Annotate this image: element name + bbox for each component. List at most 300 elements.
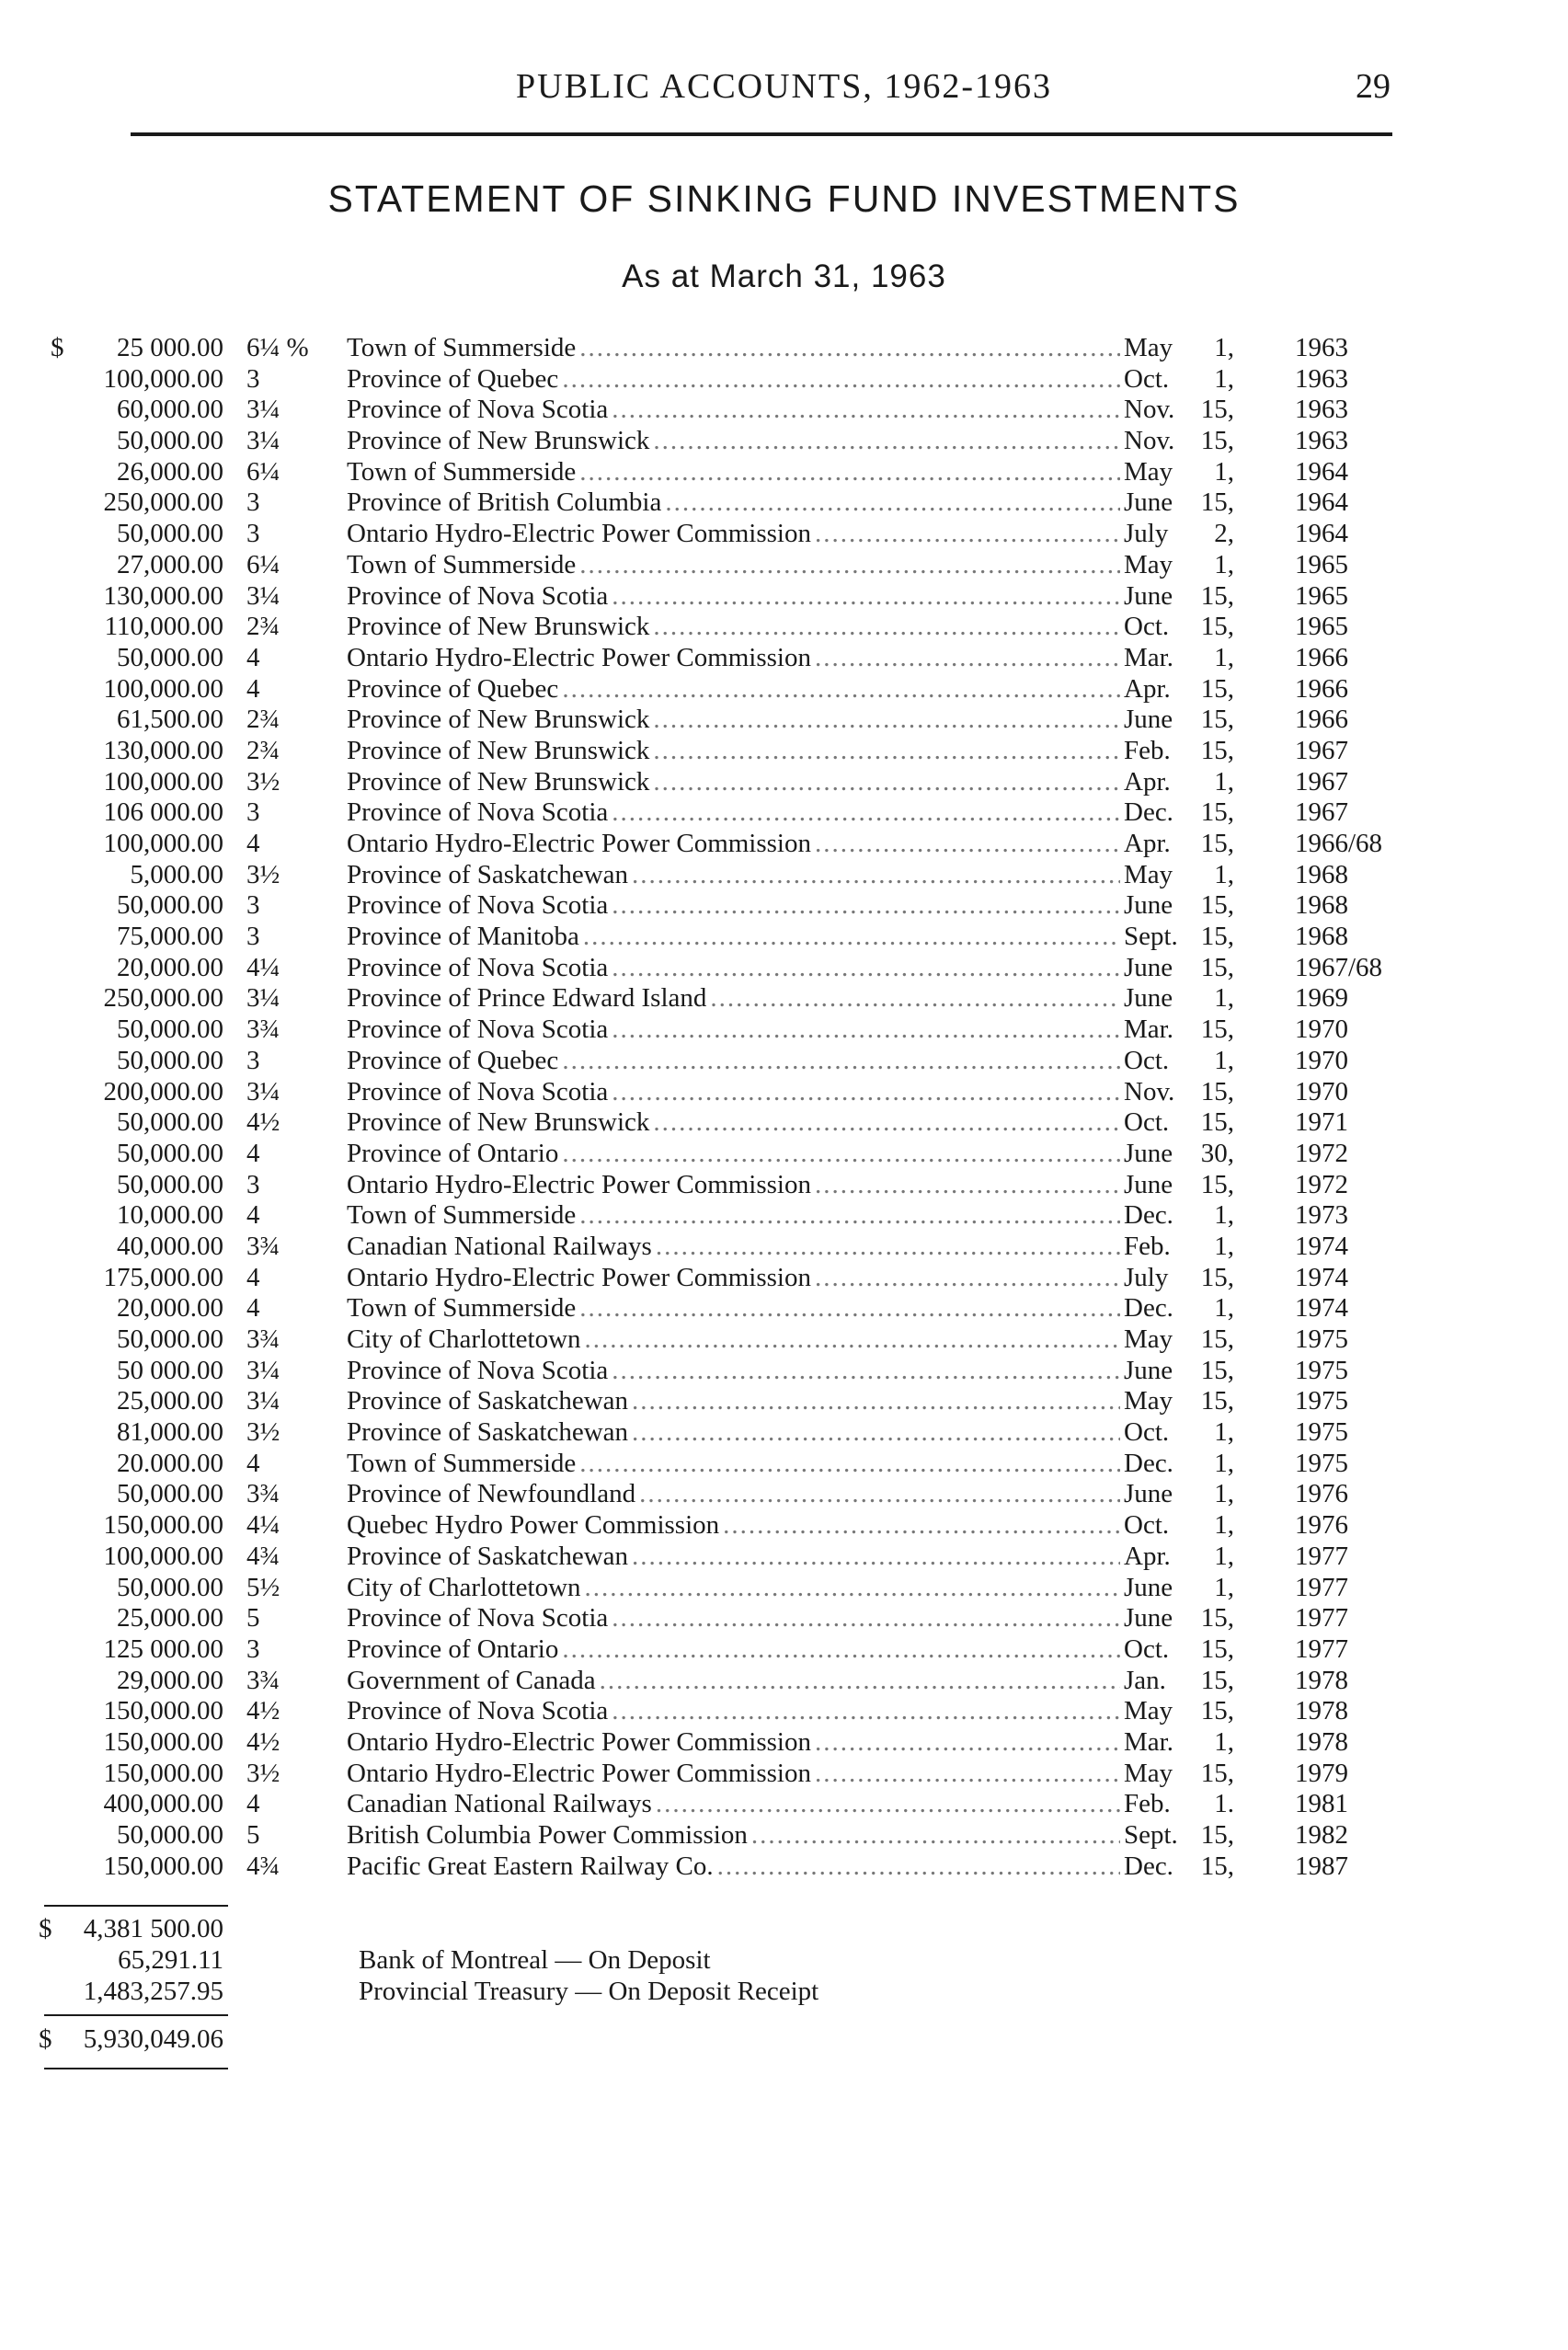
investment-row bbox=[0, 1046, 1568, 1077]
maturity-day: 1, bbox=[1214, 642, 1234, 672]
subtotal-row bbox=[0, 1913, 1568, 1944]
dot-leader bbox=[815, 519, 1120, 550]
total-currency: $ bbox=[39, 2024, 52, 2054]
maturity-year: 1967 bbox=[1295, 797, 1348, 828]
issuer-name: Government of Canada bbox=[347, 1665, 596, 1695]
maturity-month: May bbox=[1124, 1324, 1173, 1354]
maturity-year: 1974 bbox=[1295, 1231, 1348, 1261]
issuer-name: Canadian National Railways bbox=[347, 1231, 652, 1261]
amount-cell: 100,000.00 bbox=[103, 766, 223, 797]
issuer-name: Province of New Brunswick bbox=[347, 705, 650, 735]
maturity-day: 1, bbox=[1214, 983, 1234, 1014]
amount-cell: 150,000.00 bbox=[103, 1758, 223, 1788]
rate-cell: 4¾ bbox=[246, 1851, 280, 1881]
dot-leader bbox=[656, 1789, 1120, 1820]
maturity-month: Mar. bbox=[1124, 1015, 1173, 1045]
maturity-day: 1, bbox=[1214, 1417, 1234, 1448]
maturity-day: 15, bbox=[1200, 1696, 1234, 1726]
amount-cell: 25 000.00 bbox=[117, 333, 223, 362]
amount-cell: 25,000.00 bbox=[117, 1386, 223, 1416]
investment-row bbox=[0, 333, 1568, 364]
investment-row bbox=[0, 1820, 1568, 1851]
maturity-month: July bbox=[1124, 519, 1169, 549]
maturity-month: Mar. bbox=[1124, 1726, 1173, 1757]
maturity-day: 15, bbox=[1200, 829, 1234, 858]
amount-cell: 60,000.00 bbox=[117, 395, 223, 425]
maturity-year: 1974 bbox=[1295, 1293, 1348, 1324]
investments-table bbox=[0, 333, 1568, 1882]
dot-leader bbox=[653, 612, 1120, 643]
issuer-cell bbox=[347, 1820, 1124, 1851]
dot-leader bbox=[653, 736, 1120, 767]
maturity-day: 1, bbox=[1214, 333, 1234, 362]
issuer-cell bbox=[347, 1449, 1124, 1480]
maturity-year: 1972 bbox=[1295, 1138, 1348, 1168]
investment-row bbox=[0, 612, 1568, 643]
amount-cell: 50,000.00 bbox=[117, 890, 223, 921]
investment-row bbox=[0, 1417, 1568, 1449]
issuer-name: Province of Saskatchewan bbox=[347, 1386, 629, 1416]
deposit-amount: 65,291.11 bbox=[118, 1945, 223, 1975]
rate-cell: 3 bbox=[246, 487, 260, 518]
maturity-day: 15, bbox=[1200, 1076, 1234, 1106]
maturity-month: Oct. bbox=[1124, 1417, 1170, 1448]
issuer-name: Province of Quebec bbox=[347, 363, 559, 394]
issuer-name: Town of Summerside bbox=[347, 1448, 577, 1478]
rate-cell: 4½ bbox=[246, 1107, 280, 1138]
dot-leader bbox=[562, 674, 1120, 705]
maturity-month: Feb. bbox=[1124, 735, 1171, 765]
maturity-year: 1963 bbox=[1295, 333, 1348, 362]
issuer-name: Ontario Hydro-Electric Power Commission bbox=[347, 1262, 811, 1292]
issuer-cell bbox=[347, 1479, 1124, 1510]
issuer-name: Pacific Great Eastern Railway Co. bbox=[347, 1851, 714, 1881]
maturity-month: Oct. bbox=[1124, 1510, 1170, 1541]
maturity-day: 1, bbox=[1214, 1293, 1234, 1324]
issuer-cell bbox=[347, 487, 1124, 519]
maturity-month: May bbox=[1124, 859, 1173, 889]
maturity-day: 15, bbox=[1200, 890, 1234, 921]
maturity-day: 15, bbox=[1200, 395, 1234, 425]
maturity-day: 15, bbox=[1200, 1355, 1234, 1385]
issuer-cell bbox=[347, 890, 1124, 922]
issuer-cell bbox=[347, 1789, 1124, 1820]
issuer-name: Town of Summerside bbox=[347, 549, 577, 579]
maturity-year: 1966/68 bbox=[1295, 829, 1383, 858]
maturity-month: Oct. bbox=[1124, 1634, 1170, 1664]
investment-row bbox=[0, 829, 1568, 860]
rate-cell: 3 bbox=[246, 922, 260, 952]
maturity-day: 1, bbox=[1214, 1479, 1234, 1509]
issuer-cell bbox=[347, 674, 1124, 705]
maturity-year: 1970 bbox=[1295, 1076, 1348, 1106]
issuer-name: Province of Saskatchewan bbox=[347, 1541, 629, 1571]
amount-cell: 25,000.00 bbox=[117, 1603, 223, 1634]
issuer-name: Ontario Hydro-Electric Power Commission bbox=[347, 829, 811, 858]
amount-cell: 130,000.00 bbox=[103, 580, 223, 611]
amount-cell: 50,000.00 bbox=[117, 1820, 223, 1850]
issuer-cell bbox=[347, 1170, 1124, 1201]
dot-leader bbox=[562, 364, 1120, 395]
rate-cell: 3 bbox=[246, 1169, 260, 1199]
maturity-day: 15, bbox=[1200, 1758, 1234, 1788]
investment-row bbox=[0, 1107, 1568, 1139]
maturity-year: 1963 bbox=[1295, 363, 1348, 394]
amount-cell: 5,000.00 bbox=[130, 859, 223, 889]
rate-cell: 5 bbox=[246, 1820, 260, 1850]
issuer-name: Province of Quebec bbox=[347, 673, 559, 704]
amount-cell: 50,000.00 bbox=[117, 1169, 223, 1199]
rate-cell: 3¼ bbox=[246, 983, 280, 1014]
amount-cell: 150,000.00 bbox=[103, 1726, 223, 1757]
issuer-cell bbox=[347, 1232, 1124, 1263]
investment-row bbox=[0, 1449, 1568, 1480]
maturity-year: 1975 bbox=[1295, 1386, 1348, 1416]
maturity-month: Apr. bbox=[1124, 829, 1171, 858]
maturity-year: 1977 bbox=[1295, 1634, 1348, 1664]
maturity-month: June bbox=[1124, 890, 1173, 921]
investment-row bbox=[0, 1324, 1568, 1356]
issuer-cell bbox=[347, 797, 1124, 829]
rate-cell: 4¼ bbox=[246, 1510, 280, 1541]
investment-row bbox=[0, 705, 1568, 736]
maturity-month: June bbox=[1124, 1169, 1173, 1199]
investment-row bbox=[0, 1634, 1568, 1666]
rate-cell: 4 bbox=[246, 1138, 260, 1168]
amount-cell: 75,000.00 bbox=[117, 922, 223, 952]
rate-cell: 3 bbox=[246, 890, 260, 921]
issuer-name: Province of Nova Scotia bbox=[347, 580, 609, 611]
issuer-cell bbox=[347, 705, 1124, 736]
investment-row bbox=[0, 1356, 1568, 1387]
issuer-name: Ontario Hydro-Electric Power Commission bbox=[347, 1758, 811, 1788]
dot-leader bbox=[632, 1386, 1120, 1417]
amount-cell: 50,000.00 bbox=[117, 426, 223, 456]
issuer-name: Province of Saskatchewan bbox=[347, 859, 629, 889]
amount-cell: 125 000.00 bbox=[103, 1634, 223, 1664]
investment-row bbox=[0, 890, 1568, 922]
page-header bbox=[0, 66, 1568, 121]
maturity-month: Feb. bbox=[1124, 1789, 1171, 1819]
investment-row bbox=[0, 1759, 1568, 1790]
rate-cell: 5½ bbox=[246, 1572, 280, 1602]
investment-row bbox=[0, 395, 1568, 426]
issuer-name: Town of Summerside bbox=[347, 1200, 577, 1231]
investment-row bbox=[0, 581, 1568, 613]
maturity-day: 15, bbox=[1200, 1386, 1234, 1416]
investment-row bbox=[0, 1263, 1568, 1294]
issuer-cell bbox=[347, 1107, 1124, 1139]
dot-leader bbox=[562, 1634, 1120, 1666]
dot-leader bbox=[632, 1417, 1120, 1449]
maturity-year: 1976 bbox=[1295, 1479, 1348, 1509]
rate-cell: 3¼ bbox=[246, 426, 280, 456]
amount-cell: 50,000.00 bbox=[117, 642, 223, 672]
maturity-year: 1968 bbox=[1295, 922, 1348, 952]
issuer-name: Province of New Brunswick bbox=[347, 735, 650, 765]
maturity-year: 1977 bbox=[1295, 1572, 1348, 1602]
amount-cell: 26,000.00 bbox=[117, 456, 223, 487]
rate-cell: 3 bbox=[246, 363, 260, 394]
issuer-cell bbox=[347, 829, 1124, 860]
issuer-name: Canadian National Railways bbox=[347, 1789, 652, 1819]
dot-leader bbox=[815, 1759, 1120, 1790]
investment-row bbox=[0, 364, 1568, 395]
issuer-cell bbox=[347, 333, 1124, 364]
issuer-name: Province of Nova Scotia bbox=[347, 1076, 609, 1106]
issuer-name: Province of New Brunswick bbox=[347, 766, 650, 797]
issuer-cell bbox=[347, 1263, 1124, 1294]
issuer-cell bbox=[347, 643, 1124, 674]
maturity-month: May bbox=[1124, 333, 1173, 362]
issuer-cell bbox=[347, 983, 1124, 1015]
dot-leader bbox=[612, 1015, 1120, 1046]
investment-row bbox=[0, 550, 1568, 581]
rate-cell: 3¼ bbox=[246, 1355, 280, 1385]
amount-cell: 100,000.00 bbox=[103, 829, 223, 858]
investment-row bbox=[0, 426, 1568, 457]
rate-cell: 6¼ bbox=[246, 549, 280, 579]
maturity-year: 1964 bbox=[1295, 487, 1348, 518]
maturity-month: June bbox=[1124, 1603, 1173, 1634]
maturity-year: 1976 bbox=[1295, 1510, 1348, 1541]
rate-cell: 6¼ % bbox=[246, 333, 309, 362]
maturity-day: 1, bbox=[1214, 456, 1234, 487]
maturity-day: 15, bbox=[1200, 487, 1234, 518]
rate-cell: 3 bbox=[246, 1045, 260, 1075]
amount-cell: 175,000.00 bbox=[103, 1262, 223, 1292]
maturity-year: 1963 bbox=[1295, 395, 1348, 425]
statement-title: STATEMENT OF SINKING FUND INVESTMENTS bbox=[327, 178, 1241, 220]
maturity-month: June bbox=[1124, 983, 1173, 1014]
dot-leader bbox=[665, 487, 1120, 519]
amount-cell: 50,000.00 bbox=[117, 1138, 223, 1168]
deposit-label: Provincial Treasury — On Deposit Receipt bbox=[359, 1977, 819, 2006]
issuer-name: Province of Manitoba bbox=[347, 922, 579, 952]
issuer-name: Province of Nova Scotia bbox=[347, 1015, 609, 1045]
maturity-month: Dec. bbox=[1124, 1448, 1173, 1478]
investment-row bbox=[0, 1666, 1568, 1697]
maturity-year: 1967 bbox=[1295, 735, 1348, 765]
maturity-year: 1963 bbox=[1295, 426, 1348, 456]
maturity-month: Sept. bbox=[1124, 1820, 1178, 1850]
rate-cell: 4½ bbox=[246, 1696, 280, 1726]
amount-cell: 40,000.00 bbox=[117, 1231, 223, 1261]
maturity-year: 1970 bbox=[1295, 1015, 1348, 1045]
dot-leader bbox=[653, 426, 1120, 457]
subtotal-amount: 4,381 500.00 bbox=[83, 1914, 223, 1943]
maturity-month: Apr. bbox=[1124, 766, 1171, 797]
maturity-day: 1. bbox=[1214, 1789, 1234, 1819]
rate-cell: 2¾ bbox=[246, 705, 280, 735]
maturity-year: 1966 bbox=[1295, 673, 1348, 704]
maturity-day: 1, bbox=[1214, 859, 1234, 889]
maturity-day: 1, bbox=[1214, 1448, 1234, 1478]
amount-cell: 400,000.00 bbox=[103, 1789, 223, 1819]
maturity-day: 15, bbox=[1200, 1820, 1234, 1850]
dot-leader bbox=[562, 1046, 1120, 1077]
issuer-name: Town of Summerside bbox=[347, 1293, 577, 1324]
amount-cell: 106 000.00 bbox=[103, 797, 223, 828]
investment-row bbox=[0, 1170, 1568, 1201]
issuer-cell bbox=[347, 860, 1124, 891]
rate-cell: 4 bbox=[246, 1448, 260, 1478]
maturity-day: 1, bbox=[1214, 1726, 1234, 1757]
investment-row bbox=[0, 1851, 1568, 1883]
maturity-year: 1972 bbox=[1295, 1169, 1348, 1199]
issuer-cell bbox=[347, 1015, 1124, 1046]
issuer-cell bbox=[347, 457, 1124, 488]
issuer-cell bbox=[347, 1324, 1124, 1356]
maturity-day: 15, bbox=[1200, 1324, 1234, 1354]
investment-row bbox=[0, 1386, 1568, 1417]
issuer-cell bbox=[347, 395, 1124, 426]
amount-cell: 250,000.00 bbox=[103, 487, 223, 518]
rate-cell: 3½ bbox=[246, 766, 280, 797]
running-title: PUBLIC ACCOUNTS, 1962-1963 bbox=[516, 67, 1052, 106]
investment-row bbox=[0, 1696, 1568, 1727]
issuer-cell bbox=[347, 767, 1124, 798]
maturity-month: July bbox=[1124, 1262, 1169, 1292]
rate-cell: 3¼ bbox=[246, 580, 280, 611]
investment-row bbox=[0, 767, 1568, 798]
issuer-cell bbox=[347, 1417, 1124, 1449]
maturity-month: Dec. bbox=[1124, 1293, 1173, 1324]
maturity-day: 15, bbox=[1200, 1851, 1234, 1881]
maturity-month: Mar. bbox=[1124, 642, 1173, 672]
maturity-year: 1977 bbox=[1295, 1541, 1348, 1571]
maturity-month: Oct. bbox=[1124, 612, 1170, 642]
amount-cell: 10,000.00 bbox=[117, 1200, 223, 1231]
investment-row bbox=[0, 797, 1568, 829]
maturity-year: 1965 bbox=[1295, 612, 1348, 642]
maturity-month: Nov. bbox=[1124, 395, 1175, 425]
issuer-name: Province of Nova Scotia bbox=[347, 1696, 609, 1726]
investment-row bbox=[0, 922, 1568, 953]
dot-leader bbox=[723, 1510, 1120, 1542]
issuer-cell bbox=[347, 1200, 1124, 1232]
dot-leader bbox=[612, 797, 1120, 829]
investment-row bbox=[0, 674, 1568, 705]
maturity-month: Dec. bbox=[1124, 797, 1173, 828]
issuer-cell bbox=[347, 1077, 1124, 1108]
rate-cell: 4 bbox=[246, 829, 260, 858]
amount-cell: 50,000.00 bbox=[117, 1045, 223, 1075]
issuer-name: Province of Newfoundland bbox=[347, 1479, 636, 1509]
maturity-day: 15, bbox=[1200, 673, 1234, 704]
issuer-name: Province of Nova Scotia bbox=[347, 890, 609, 921]
maturity-day: 1, bbox=[1214, 1541, 1234, 1571]
investment-row bbox=[0, 1789, 1568, 1820]
maturity-month: Oct. bbox=[1124, 363, 1170, 394]
maturity-day: 15, bbox=[1200, 1603, 1234, 1634]
maturity-month: May bbox=[1124, 1386, 1173, 1416]
rate-cell: 3¼ bbox=[246, 395, 280, 425]
investment-row bbox=[0, 1232, 1568, 1263]
maturity-day: 2, bbox=[1214, 519, 1234, 549]
maturity-year: 1964 bbox=[1295, 456, 1348, 487]
investment-row bbox=[0, 487, 1568, 519]
rate-cell: 4 bbox=[246, 642, 260, 672]
dot-leader bbox=[579, 1293, 1120, 1324]
issuer-cell bbox=[347, 1046, 1124, 1077]
maturity-day: 1, bbox=[1214, 363, 1234, 394]
maturity-year: 1978 bbox=[1295, 1665, 1348, 1695]
issuer-cell bbox=[347, 1293, 1124, 1324]
rate-cell: 3 bbox=[246, 797, 260, 828]
amount-cell: 20,000.00 bbox=[117, 1293, 223, 1324]
dot-leader bbox=[815, 1727, 1120, 1759]
maturity-year: 1970 bbox=[1295, 1045, 1348, 1075]
rate-cell: 5 bbox=[246, 1603, 260, 1634]
amount-cell: 50 000.00 bbox=[117, 1355, 223, 1385]
issuer-name: Town of Summerside bbox=[347, 333, 577, 362]
dot-leader bbox=[717, 1851, 1120, 1883]
issuer-name: Province of Quebec bbox=[347, 1045, 559, 1075]
maturity-month: May bbox=[1124, 1696, 1173, 1726]
maturity-year: 1968 bbox=[1295, 890, 1348, 921]
amount-cell: 150,000.00 bbox=[103, 1510, 223, 1541]
dot-leader bbox=[639, 1479, 1120, 1510]
maturity-year: 1966 bbox=[1295, 705, 1348, 735]
issuer-name: Province of Prince Edward Island bbox=[347, 983, 707, 1014]
maturity-year: 1969 bbox=[1295, 983, 1348, 1014]
issuer-cell bbox=[347, 736, 1124, 767]
amount-cell: 27,000.00 bbox=[117, 549, 223, 579]
amount-cell: 150,000.00 bbox=[103, 1851, 223, 1881]
dot-leader bbox=[585, 1324, 1120, 1356]
amount-cell: 250,000.00 bbox=[103, 983, 223, 1014]
maturity-month: June bbox=[1124, 580, 1173, 611]
issuer-cell bbox=[347, 1510, 1124, 1542]
amount-cell: 20,000.00 bbox=[117, 952, 223, 982]
maturity-year: 1975 bbox=[1295, 1417, 1348, 1448]
amount-cell: 110,000.00 bbox=[104, 612, 223, 642]
rate-cell: 4¼ bbox=[246, 952, 280, 982]
maturity-year: 1982 bbox=[1295, 1820, 1348, 1850]
maturity-year: 1975 bbox=[1295, 1324, 1348, 1354]
issuer-name: Province of Nova Scotia bbox=[347, 1603, 609, 1634]
issuer-cell bbox=[347, 1696, 1124, 1727]
investment-row bbox=[0, 860, 1568, 891]
rate-cell: 3¾ bbox=[246, 1324, 280, 1354]
maturity-month: June bbox=[1124, 1355, 1173, 1385]
rate-cell: 4 bbox=[246, 1293, 260, 1324]
issuer-name: Province of Nova Scotia bbox=[347, 1355, 609, 1385]
maturity-day: 15, bbox=[1200, 922, 1234, 952]
rate-cell: 3¾ bbox=[246, 1231, 280, 1261]
dot-leader bbox=[632, 860, 1120, 891]
statement-subtitle: As at March 31, 1963 bbox=[622, 258, 946, 294]
maturity-year: 1979 bbox=[1295, 1758, 1348, 1788]
dot-leader bbox=[612, 1696, 1120, 1727]
maturity-day: 1, bbox=[1214, 1572, 1234, 1602]
maturity-year: 1973 bbox=[1295, 1200, 1348, 1231]
rate-cell: 2¾ bbox=[246, 612, 280, 642]
investment-row bbox=[0, 983, 1568, 1015]
investment-row bbox=[0, 1015, 1568, 1046]
investment-row bbox=[0, 1603, 1568, 1634]
maturity-month: Apr. bbox=[1124, 1541, 1171, 1571]
maturity-month: Sept. bbox=[1124, 922, 1178, 952]
issuer-cell bbox=[347, 1386, 1124, 1417]
maturity-month: June bbox=[1124, 1138, 1173, 1168]
deposit-row bbox=[0, 1976, 1568, 2007]
issuer-name: Ontario Hydro-Electric Power Commission bbox=[347, 642, 811, 672]
rate-cell: 4 bbox=[246, 1200, 260, 1231]
issuer-name: Province of Saskatchewan bbox=[347, 1417, 629, 1448]
rate-cell: 3¼ bbox=[246, 1076, 280, 1106]
